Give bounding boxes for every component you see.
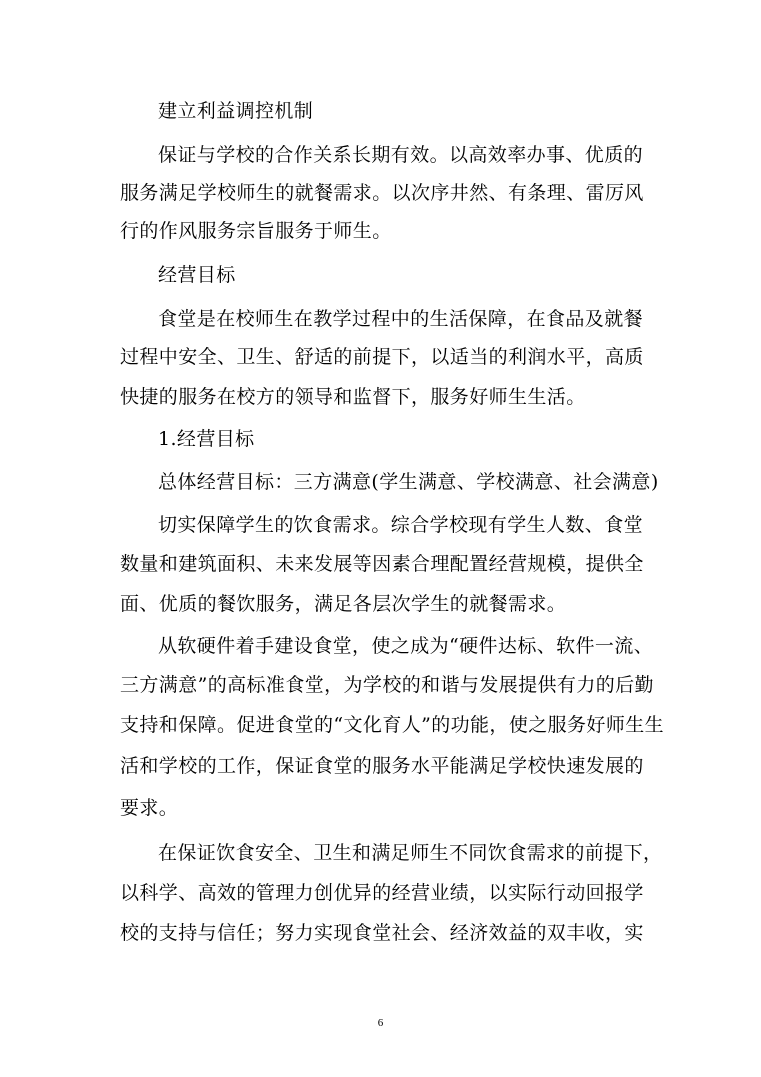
paragraph-line: 食堂是在校师生在教学过程中的生活保障，在食品及就餐: [158, 308, 644, 330]
paragraph-line: 数量和建筑面积、未来发展等因素合理配置经营规模，提供全: [120, 553, 644, 575]
paragraph-line: 切实保障学生的饮食需求。综合学校现有学生人数、食堂: [158, 514, 644, 536]
heading-business-goal-1: 1.经营目标: [158, 428, 255, 450]
page-number: 6: [377, 1017, 384, 1029]
paragraph-line: 快捷的服务在校方的领导和监督下，服务好师生生活。: [120, 386, 586, 408]
heading-benefit-control: 建立利益调控机制: [158, 100, 314, 122]
paragraph-line: 服务满足学校师生的就餐需求。以次序井然、有条理、雷厉风: [120, 182, 644, 204]
paragraph-line: 支持和保障。促进食堂的“文化育人”的功能，使之服务好师生生: [120, 714, 665, 736]
paragraph-line: 面、优质的餐饮服务，满足各层次学生的就餐需求。: [120, 593, 567, 615]
paragraph-line: 过程中安全、卫生、舒适的前提下，以适当的利润水平，高质: [120, 346, 644, 368]
paragraph-line: 以科学、高效的管理力创优异的经营业绩，以实际行动回报学: [120, 882, 644, 904]
paragraph-line: 活和学校的工作，保证食堂的服务水平能满足学校快速发展的: [120, 755, 644, 777]
paragraph-line: 在保证饮食安全、卫生和满足师生不同饮食需求的前提下，: [158, 842, 663, 864]
paragraph-line: 总体经营目标：三方满意(学生满意、学校满意、社会满意): [158, 471, 659, 493]
paragraph-line: 校的支持与信任；努力实现食堂社会、经济效益的双丰收，实: [120, 922, 644, 944]
paragraph-line: 三方满意”的高标准食堂，为学校的和谐与发展提供有力的后勤: [120, 674, 654, 696]
paragraph-line: 保证与学校的合作关系长期有效。以高效率办事、优质的: [158, 144, 644, 166]
paragraph-line: 要求。: [120, 797, 179, 819]
paragraph-line: 行的作风服务宗旨服务于师生。: [120, 220, 392, 242]
heading-business-goal: 经营目标: [158, 264, 236, 286]
paragraph-line: 从软硬件着手建设食堂，使之成为“硬件达标、软件一流、: [158, 635, 654, 657]
